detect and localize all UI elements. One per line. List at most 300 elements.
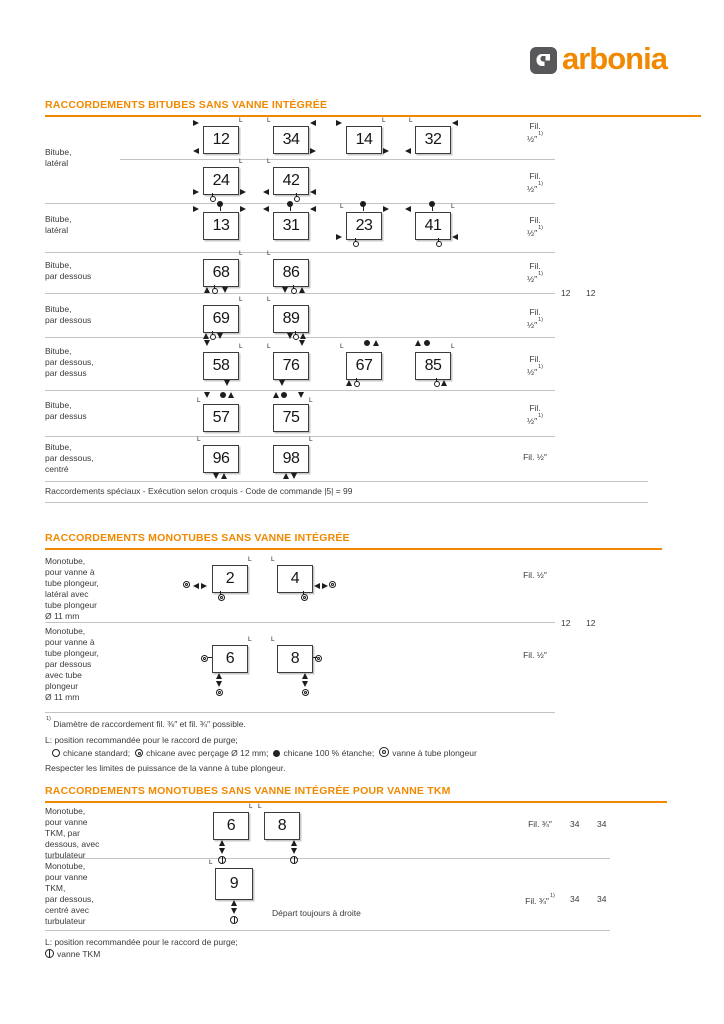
diagram-box	[203, 212, 239, 240]
row-label-line: Monotube,	[45, 626, 86, 636]
legend-label: vanne à tube plongeur	[392, 748, 477, 758]
fil-line: Fil. ¾″	[528, 819, 552, 829]
purge-position-mark: L	[340, 343, 344, 350]
diagram-box	[273, 445, 309, 473]
fil-line: ½″$^{1)}$	[527, 317, 543, 330]
purge-position-mark: L	[248, 636, 252, 643]
diagram-box	[203, 167, 239, 195]
flow-arrow-right-icon	[322, 583, 328, 589]
purge-position-mark: L	[267, 296, 271, 303]
tkm-valve-icon	[230, 916, 238, 924]
flow-arrow-left-icon	[314, 583, 320, 589]
fil-line: ½″$^{1)}$	[527, 181, 543, 194]
footnote-ref: 1)	[538, 364, 543, 370]
fil-thread-label	[511, 452, 559, 463]
fil-thread-label	[516, 819, 564, 830]
row-label-line: tube plongeur	[45, 600, 97, 610]
table-separator	[45, 203, 555, 204]
row-label	[45, 442, 120, 475]
purge-position-mark: L	[258, 803, 262, 810]
diagram-box	[273, 212, 309, 240]
footnote-ref: 1)	[538, 271, 543, 277]
connection-number: 2	[225, 570, 235, 587]
flow-arrow-right-icon	[383, 206, 389, 212]
connection-number: 31	[282, 217, 300, 234]
row-label-line: par dessous	[45, 659, 92, 669]
standard-chicane-icon	[52, 749, 60, 757]
sealed-chicane-icon	[281, 392, 287, 398]
flow-arrow-left-icon	[263, 206, 269, 212]
diagram-box	[273, 305, 309, 333]
connection-number: 14	[355, 131, 373, 148]
section-rule	[45, 548, 662, 550]
row-label-line: Ø 11 mm	[45, 692, 80, 702]
row-label-line: pour vanne	[45, 817, 88, 827]
flow-arrow-updown-icon	[302, 673, 309, 687]
fil-line: Fil.	[529, 171, 541, 181]
sealed-chicane-icon	[364, 340, 370, 346]
purge-circle-icon	[210, 196, 216, 202]
purge-circle-icon	[436, 241, 442, 247]
connection-number: 24	[212, 172, 230, 189]
connection-number: 34	[282, 131, 300, 148]
row-label-line: Bitube,	[45, 442, 72, 452]
connection-number: 75	[282, 409, 300, 426]
legend-label: chicane 100 % étanche;	[283, 748, 375, 758]
plunger-tube-valve-icon	[216, 689, 223, 696]
flow-arrow-right-icon	[336, 120, 342, 126]
fil-line: Fil. ½″	[523, 650, 547, 660]
margin-value: 34	[597, 894, 607, 904]
tkm-valve-icon	[218, 856, 226, 864]
connection-number: 58	[212, 357, 230, 374]
connection-number: 98	[282, 450, 300, 467]
table-separator	[45, 502, 648, 503]
table-separator	[45, 293, 555, 294]
flow-arrow-down-icon	[279, 380, 285, 386]
connection-number: 13	[212, 217, 230, 234]
purge-position-mark: L	[340, 203, 344, 210]
row-label-line: par dessous,	[45, 357, 94, 367]
flow-arrow-left-icon	[405, 148, 411, 154]
purge-position-mark: L	[309, 436, 313, 443]
row-label-line: Bitube,	[45, 400, 72, 410]
flow-arrow-down-icon	[204, 392, 210, 398]
purge-position-mark: L	[239, 296, 243, 303]
margin-value: 12	[561, 288, 571, 298]
tkm-valve-icon	[45, 949, 54, 958]
diagram-box	[273, 404, 309, 432]
fil-thread-label	[511, 307, 559, 331]
flow-arrow-down-icon	[222, 287, 228, 293]
purge-position-mark: L	[267, 343, 271, 350]
section-rule	[45, 115, 701, 117]
purge-position-mark: L	[271, 556, 275, 563]
purge-circle-icon	[353, 241, 359, 247]
flow-arrow-left-icon	[193, 583, 199, 589]
flow-arrow-updown-icon	[216, 673, 223, 687]
row-label-line: latéral	[45, 158, 69, 168]
diagram-box	[273, 259, 309, 287]
flow-arrow-down-icon	[217, 333, 223, 339]
row-label	[45, 214, 120, 236]
fil-thread-label	[511, 354, 559, 378]
flow-arrow-up-icon	[346, 380, 352, 386]
fil-thread-label	[511, 121, 559, 145]
row-label	[45, 346, 120, 379]
row-label	[45, 147, 120, 169]
flow-arrow-up-icon	[273, 392, 279, 398]
flow-arrow-right-icon	[193, 120, 199, 126]
row-label-line: Bitube,	[45, 260, 72, 270]
drilled-chicane-icon	[135, 749, 143, 757]
flow-arrow-up-icon	[221, 473, 227, 479]
flow-arrow-down-icon	[213, 473, 219, 479]
diagram-box	[203, 404, 239, 432]
fil-line: ½″$^{1)}$	[527, 364, 543, 377]
flow-arrow-up-icon	[441, 380, 447, 386]
table-separator	[45, 712, 555, 713]
table-separator	[45, 436, 555, 437]
margin-value: 34	[597, 819, 607, 829]
diagram-box	[273, 126, 309, 154]
fil-thread-label	[511, 403, 559, 427]
purge-position-mark: L	[248, 556, 252, 563]
diagram-box	[346, 126, 382, 154]
margin-value: 34	[570, 819, 580, 829]
connection-number: 68	[212, 264, 230, 281]
row-label-line: dessous, avec	[45, 839, 100, 849]
fil-thread-label	[511, 261, 559, 285]
connection-number: 9	[229, 875, 239, 892]
purge-position-mark: L	[197, 436, 201, 443]
row-label-line: centré avec	[45, 905, 89, 915]
section-footer-note: Raccordements spéciaux - Exécution selon croquis - Code de commande |5| = 99	[45, 486, 353, 496]
fil-line: Fil.	[529, 121, 541, 131]
fil-line: Fil.	[529, 307, 541, 317]
footnote-ref: 1)	[549, 893, 555, 899]
sealed-chicane-icon	[429, 201, 435, 207]
flow-arrow-right-icon	[240, 189, 246, 195]
table-separator	[45, 481, 648, 482]
purge-position-mark: L	[267, 117, 271, 124]
purge-position-mark: L	[382, 117, 386, 124]
footnote-ref: 1)	[538, 181, 543, 187]
flow-arrow-up-icon	[283, 473, 289, 479]
row-label-line: par dessus	[45, 411, 87, 421]
connection-number: 41	[424, 217, 442, 234]
plunger-tube-valve-icon	[329, 581, 336, 588]
margin-value: 12	[561, 618, 571, 628]
fil-line: ½″$^{1)}$	[527, 413, 543, 426]
connection-number: 8	[277, 817, 287, 834]
purge-position-mark: L	[239, 117, 243, 124]
flow-arrow-down-icon	[282, 287, 288, 293]
footnote-ref: 1)	[538, 131, 543, 137]
fil-thread-label	[511, 215, 559, 239]
connection-number: 4	[290, 570, 300, 587]
flow-arrow-left-icon	[452, 234, 458, 240]
sealed-chicane-icon	[220, 392, 226, 398]
fil-thread-label	[511, 171, 559, 195]
purge-position-mark: L	[209, 859, 213, 866]
flow-arrow-down-icon	[298, 392, 304, 398]
connection-number: 6	[226, 817, 236, 834]
diagram-box	[212, 565, 248, 593]
margin-value: 34	[570, 894, 580, 904]
fil-line: Fil.	[529, 354, 541, 364]
flow-arrow-right-icon	[201, 583, 207, 589]
flow-arrow-left-icon	[405, 206, 411, 212]
connection-number: 32	[424, 131, 442, 148]
flow-arrow-left-icon	[263, 189, 269, 195]
section-rule	[45, 801, 667, 803]
fil-line: ½″$^{1)}$	[527, 271, 543, 284]
diagram-box	[415, 212, 451, 240]
plunger-tube-valve-icon	[301, 594, 308, 601]
connector-stem	[208, 657, 212, 658]
connection-number: 67	[355, 357, 373, 374]
purge-position-mark: L	[409, 117, 413, 124]
fil-line: Fil.	[529, 261, 541, 271]
diagram-box	[277, 565, 313, 593]
flow-arrow-up-icon	[228, 392, 234, 398]
fil-line: Fil. ¾″$^{1)}$	[525, 893, 555, 906]
purge-position-mark: L	[197, 397, 201, 404]
diagram-box	[346, 352, 382, 380]
diagram-box	[203, 445, 239, 473]
footnote-ref: 1)	[538, 225, 543, 231]
flow-arrow-updown-icon	[231, 900, 238, 914]
purge-position-mark: L	[239, 158, 243, 165]
arbonia-logo	[530, 41, 667, 76]
purge-circle-icon	[212, 288, 218, 294]
flow-arrow-left-icon	[310, 189, 316, 195]
arbonia-wordmark: arbonia	[562, 41, 667, 76]
row-label-line: pour vanne	[45, 872, 88, 882]
fil-line: ½″$^{1)}$	[527, 131, 543, 144]
diagram-box	[203, 259, 239, 287]
row-label	[45, 556, 120, 622]
flow-arrow-left-icon	[452, 120, 458, 126]
flow-arrow-up-icon	[300, 333, 306, 339]
footnote: Respecter les limites de puissance de la vanne à tube plongeur.	[45, 763, 286, 773]
row-label-line: Ø 11 mm	[45, 611, 80, 621]
row-label-line: par dessous	[45, 271, 92, 281]
diagram-box	[273, 167, 309, 195]
connector-stem	[220, 207, 221, 211]
flow-arrow-down-icon	[291, 473, 297, 479]
row-label	[45, 626, 120, 703]
row-label-line: Monotube,	[45, 806, 86, 816]
row-label-line: par dessous	[45, 315, 92, 325]
connection-number: 89	[282, 310, 300, 327]
footnote-ref: 1)	[538, 413, 543, 419]
fil-thread-label	[511, 570, 559, 581]
purge-position-mark: L	[267, 158, 271, 165]
row-label-line: pour vanne à	[45, 567, 95, 577]
flow-arrow-left-icon	[310, 206, 316, 212]
connection-number: 12	[212, 131, 230, 148]
row-label-line: latéral avec	[45, 589, 89, 599]
legend-label: chicane standard;	[63, 748, 131, 758]
connector-stem	[363, 207, 364, 211]
row-label-line: par dessous,	[45, 894, 94, 904]
purge-position-mark: L	[451, 203, 455, 210]
diagram-box	[264, 812, 300, 840]
flow-arrow-up-icon	[204, 287, 210, 293]
flow-arrow-left-icon	[193, 148, 199, 154]
flow-arrow-up-icon	[373, 340, 379, 346]
connection-number: 76	[282, 357, 300, 374]
table-separator	[45, 930, 610, 931]
purge-circle-icon	[434, 381, 440, 387]
diagram-box	[203, 352, 239, 380]
flow-arrow-up-icon	[299, 287, 305, 293]
purge-circle-icon	[354, 381, 360, 387]
footnote-ref: 1)	[538, 317, 543, 323]
fil-line: ½″$^{1)}$	[527, 225, 543, 238]
purge-position-mark: L	[309, 397, 313, 404]
connection-number: 69	[212, 310, 230, 327]
flow-arrow-up-icon	[203, 333, 209, 339]
diagram-box	[203, 305, 239, 333]
connection-number: 6	[225, 650, 235, 667]
connection-number: 85	[424, 357, 442, 374]
purge-circle-icon	[210, 334, 216, 340]
legend-label: vanne TKM	[57, 949, 101, 959]
flow-arrow-right-icon	[310, 148, 316, 154]
table-separator	[45, 252, 555, 253]
flow-arrow-down-icon	[204, 340, 210, 346]
plunger-tube-valve-icon	[201, 655, 208, 662]
table-separator	[45, 390, 555, 391]
row-label	[45, 400, 120, 422]
section-title: RACCORDEMENTS BITUBES SANS VANNE INTÉGRÉE	[45, 99, 328, 111]
flow-arrow-down-icon	[299, 340, 305, 346]
flow-arrow-right-icon	[240, 206, 246, 212]
plunger-tube-valve-icon	[218, 594, 225, 601]
plunger-tube-valve-icon	[379, 747, 389, 757]
connection-number: 42	[282, 172, 300, 189]
row-label-line: plongeur	[45, 681, 79, 691]
section-title: RACCORDEMENTS MONOTUBES SANS VANNE INTÉGRÉE	[45, 532, 350, 544]
row-label	[45, 861, 120, 927]
fil-line: Fil.	[529, 403, 541, 413]
diagram-box	[215, 868, 253, 900]
row-label-line: turbulateur	[45, 916, 86, 926]
row-label	[45, 260, 120, 282]
purge-position-mark: L	[451, 343, 455, 350]
row-label-line: centré	[45, 464, 69, 474]
table-separator	[45, 622, 555, 623]
row-label-line: latéral	[45, 225, 69, 235]
arbonia-mark-icon	[530, 47, 557, 74]
flow-arrow-up-icon	[415, 340, 421, 346]
purge-position-mark: L	[271, 636, 275, 643]
row-label-line: Monotube,	[45, 556, 86, 566]
table-separator	[45, 858, 610, 859]
diagram-box	[273, 352, 309, 380]
connection-number: 57	[212, 409, 230, 426]
sealed-chicane-icon	[360, 201, 366, 207]
tkm-valve-icon	[290, 856, 298, 864]
connection-number: 86	[282, 264, 300, 281]
flow-arrow-right-icon	[193, 206, 199, 212]
diagram-box	[203, 126, 239, 154]
row-label-line: TKM, par	[45, 828, 80, 838]
connection-number: 23	[355, 217, 373, 234]
purge-circle-icon	[291, 288, 297, 294]
row-label-line: Bitube,	[45, 147, 72, 157]
section-title: RACCORDEMENTS MONOTUBES SANS VANNE INTÉGRÉE POUR VANNE TKM	[45, 785, 451, 797]
connection-number: 96	[212, 450, 230, 467]
diagram-box	[415, 352, 451, 380]
fil-line: Fil. ½″	[523, 452, 547, 462]
flow-arrow-updown-icon	[219, 840, 226, 854]
margin-value: 12	[586, 288, 596, 298]
row-label-line: Bitube,	[45, 346, 72, 356]
purge-position-mark: L	[249, 803, 253, 810]
purge-position-mark: L	[239, 250, 243, 257]
row-label-line: avec tube	[45, 670, 82, 680]
diagram-box	[213, 812, 249, 840]
fil-line: Fil. ½″	[523, 570, 547, 580]
row-label-line: par dessous,	[45, 453, 94, 463]
diagram-box	[346, 212, 382, 240]
plunger-tube-valve-icon	[315, 655, 322, 662]
fil-thread-label	[511, 650, 559, 661]
row-label-line: Monotube,	[45, 861, 86, 871]
fil-thread-label	[516, 894, 564, 907]
flow-arrow-down-icon	[224, 380, 230, 386]
row-label-line: Bitube,	[45, 304, 72, 314]
diagram-box	[212, 645, 248, 673]
flow-arrow-left-icon	[310, 120, 316, 126]
table-separator	[120, 159, 555, 160]
connection-number: 8	[290, 650, 300, 667]
margin-value: 12	[586, 618, 596, 628]
legend-label: chicane avec perçage Ø 12 mm;	[146, 748, 269, 758]
row-label-line: par dessus	[45, 368, 87, 378]
purge-position-mark: L	[239, 343, 243, 350]
flow-arrow-right-icon	[383, 148, 389, 154]
purge-position-mark: L	[267, 250, 271, 257]
footnote: L: position recommandée pour le raccord de purge;	[45, 735, 238, 745]
diagram-box	[415, 126, 451, 154]
row-label-line: tube plongeur,	[45, 578, 99, 588]
diagram-note: Départ toujours à droite	[272, 908, 361, 918]
row-label-line: Bitube,	[45, 214, 72, 224]
diagram-box	[277, 645, 313, 673]
sealed-chicane-icon	[273, 750, 280, 757]
footnote-ref: 1)	[46, 716, 51, 722]
row-label-line: pour vanne à	[45, 637, 95, 647]
row-label	[45, 304, 120, 326]
purge-circle-icon	[294, 196, 300, 202]
connector-stem	[290, 207, 291, 211]
row-label-line: turbulateur	[45, 850, 86, 860]
footnote: $^{1)}$ Diamètre de raccordement fil. ⅜″ et fil. ¾″ possible.	[46, 716, 246, 729]
row-label-line: TKM,	[45, 883, 66, 893]
flow-arrow-updown-icon	[291, 840, 298, 854]
row-label	[45, 806, 120, 861]
sealed-chicane-icon	[424, 340, 430, 346]
sealed-chicane-icon	[287, 201, 293, 207]
flow-arrow-right-icon	[193, 189, 199, 195]
plunger-tube-valve-icon	[302, 689, 309, 696]
connector-stem	[432, 207, 433, 211]
